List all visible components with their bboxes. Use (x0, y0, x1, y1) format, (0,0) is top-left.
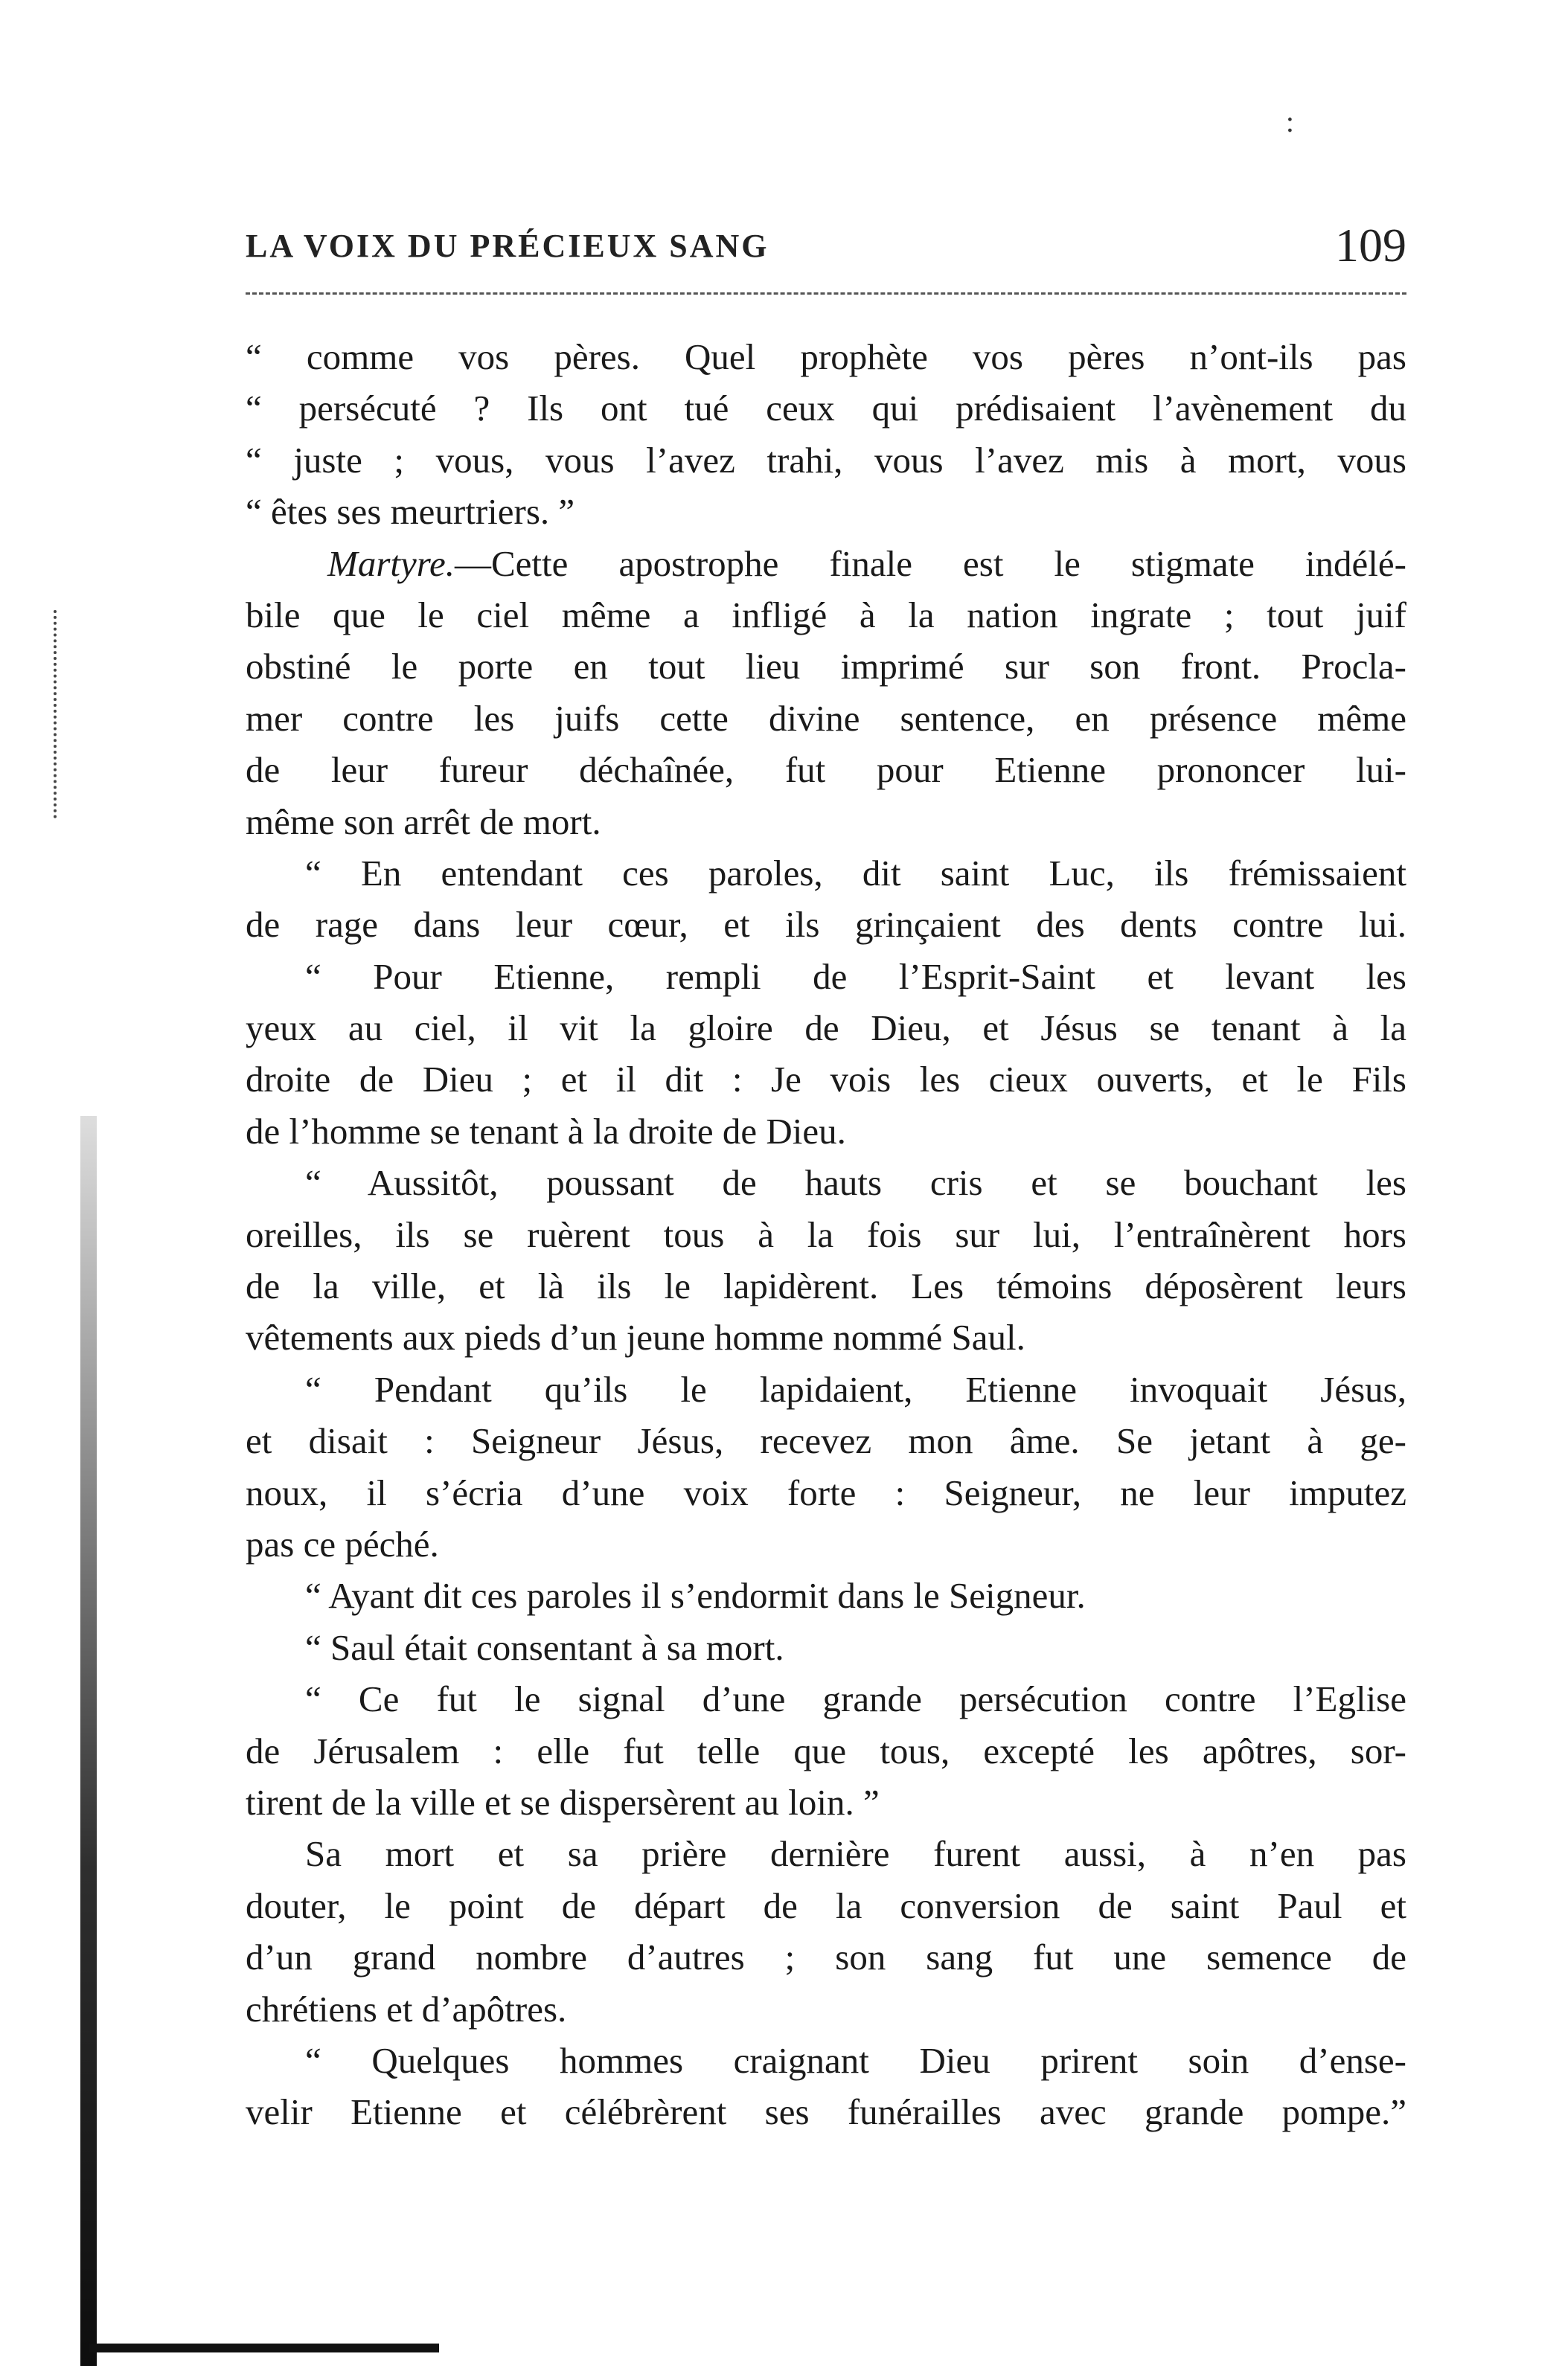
text-line: obstiné le porte en tout lieu imprimé sur son front. Procla- (246, 646, 1406, 687)
page-header (246, 212, 1406, 279)
text-line: velir Etienne et célébrèrent ses funérailles avec grande pompe.” (246, 2091, 1406, 2133)
text-line: “ comme vos pères. Quel prophète vos pères n’ont-ils pas (246, 336, 1406, 377)
text-line: “ Pendant qu’ils le lapidaient, Etienne invoquait Jésus, (305, 1368, 1406, 1410)
body-text (246, 331, 1406, 2138)
text-line-rest: —Cette apostrophe finale est le stigmate indélé- (455, 542, 1406, 584)
text-line: tirent de la ville et se dispersèrent au loin. ” (246, 1781, 880, 1823)
text-line: de Jérusalem : elle fut telle que tous, excepté les apôtres, sor- (246, 1730, 1406, 1771)
text-line: “ Pour Etienne, rempli de l’Esprit-Saint et levant les (305, 955, 1406, 997)
text-line: “ persécuté ? Ils ont tué ceux qui prédisaient l’avènement du (246, 388, 1406, 429)
text-line: noux, il s’écria d’une voix forte : Seigneur, ne leur imputez (246, 1472, 1406, 1513)
text-line: vêtements aux pieds d’un jeune homme nommé Saul. (246, 1317, 1025, 1359)
corner-colon-mark: : (1285, 105, 1294, 138)
text-line: même son arrêt de mort. (246, 801, 601, 842)
text-line: “ Aussitôt, poussant de hauts cris et se bouchant les (305, 1162, 1406, 1204)
text-line: pas ce péché. (246, 1523, 439, 1565)
text-line: “ juste ; vous, vous l’avez trahi, vous l’avez mis à mort, vous (246, 439, 1406, 481)
text-line: Sa mort et sa prière dernière furent aussi, à n’en pas (305, 1833, 1406, 1875)
text-line: “ Quelques hommes craignant Dieu prirent soin d’ense- (305, 2039, 1406, 2081)
margin-scan-shadow (80, 1116, 97, 2366)
text-line: yeux au ciel, il vit la gloire de Dieu, et Jésus se tenant à la (246, 1007, 1406, 1049)
text-line: et disait : Seigneur Jésus, recevez mon âme. Se jetant à ge- (246, 1420, 1406, 1462)
text-line-martyre (246, 538, 1406, 589)
margin-scan-dots (54, 610, 63, 818)
text-line: bile que le ciel même a infligé à la nation ingrate ; tout juif (246, 594, 1406, 635)
page-number: 109 (1335, 219, 1406, 272)
text-line: “ En entendant ces paroles, dit saint Luc, ils frémissaient (305, 852, 1406, 894)
text-line: de la ville, et là ils le lapidèrent. Les témoins déposèrent leurs (246, 1266, 1406, 1307)
text-line: chrétiens et d’apôtres. (246, 1988, 567, 2030)
running-head: LA VOIX DU PRÉCIEUX SANG (246, 228, 769, 264)
text-line: de l’homme se tenant à la droite de Dieu. (246, 1110, 846, 1152)
text-line: douter, le point de départ de la conversion de saint Paul et (246, 1885, 1406, 1926)
text-line: “ Ce fut le signal d’une grande persécution contre l’Eglise (305, 1678, 1406, 1720)
text-line: “ Saul était consentant à sa mort. (305, 1626, 784, 1668)
text-line: de leur fureur déchaînée, fut pour Etienne prononcer lui- (246, 749, 1406, 791)
text-line: oreilles, ils se ruèrent tous à la fois sur lui, l’entraînèrent hors (246, 1213, 1406, 1255)
section-lead-martyre: Martyre. (327, 542, 455, 584)
text-line: mer contre les juifs cette divine sentence, en présence même (246, 697, 1406, 739)
bottom-scan-rule (89, 2344, 439, 2352)
text-line: d’un grand nombre d’autres ; son sang fut une semence de (246, 1937, 1406, 1978)
text-line: “ êtes ses meurtriers. ” (246, 491, 575, 533)
text-line: droite de Dieu ; et il dit : Je vois les cieux ouverts, et le Fils (246, 1059, 1406, 1100)
header-rule (246, 292, 1406, 295)
text-line: “ Ayant dit ces paroles il s’endormit dans le Seigneur. (305, 1575, 1086, 1617)
text-line: de rage dans leur cœur, et ils grinçaient des dents contre lui. (246, 904, 1406, 946)
